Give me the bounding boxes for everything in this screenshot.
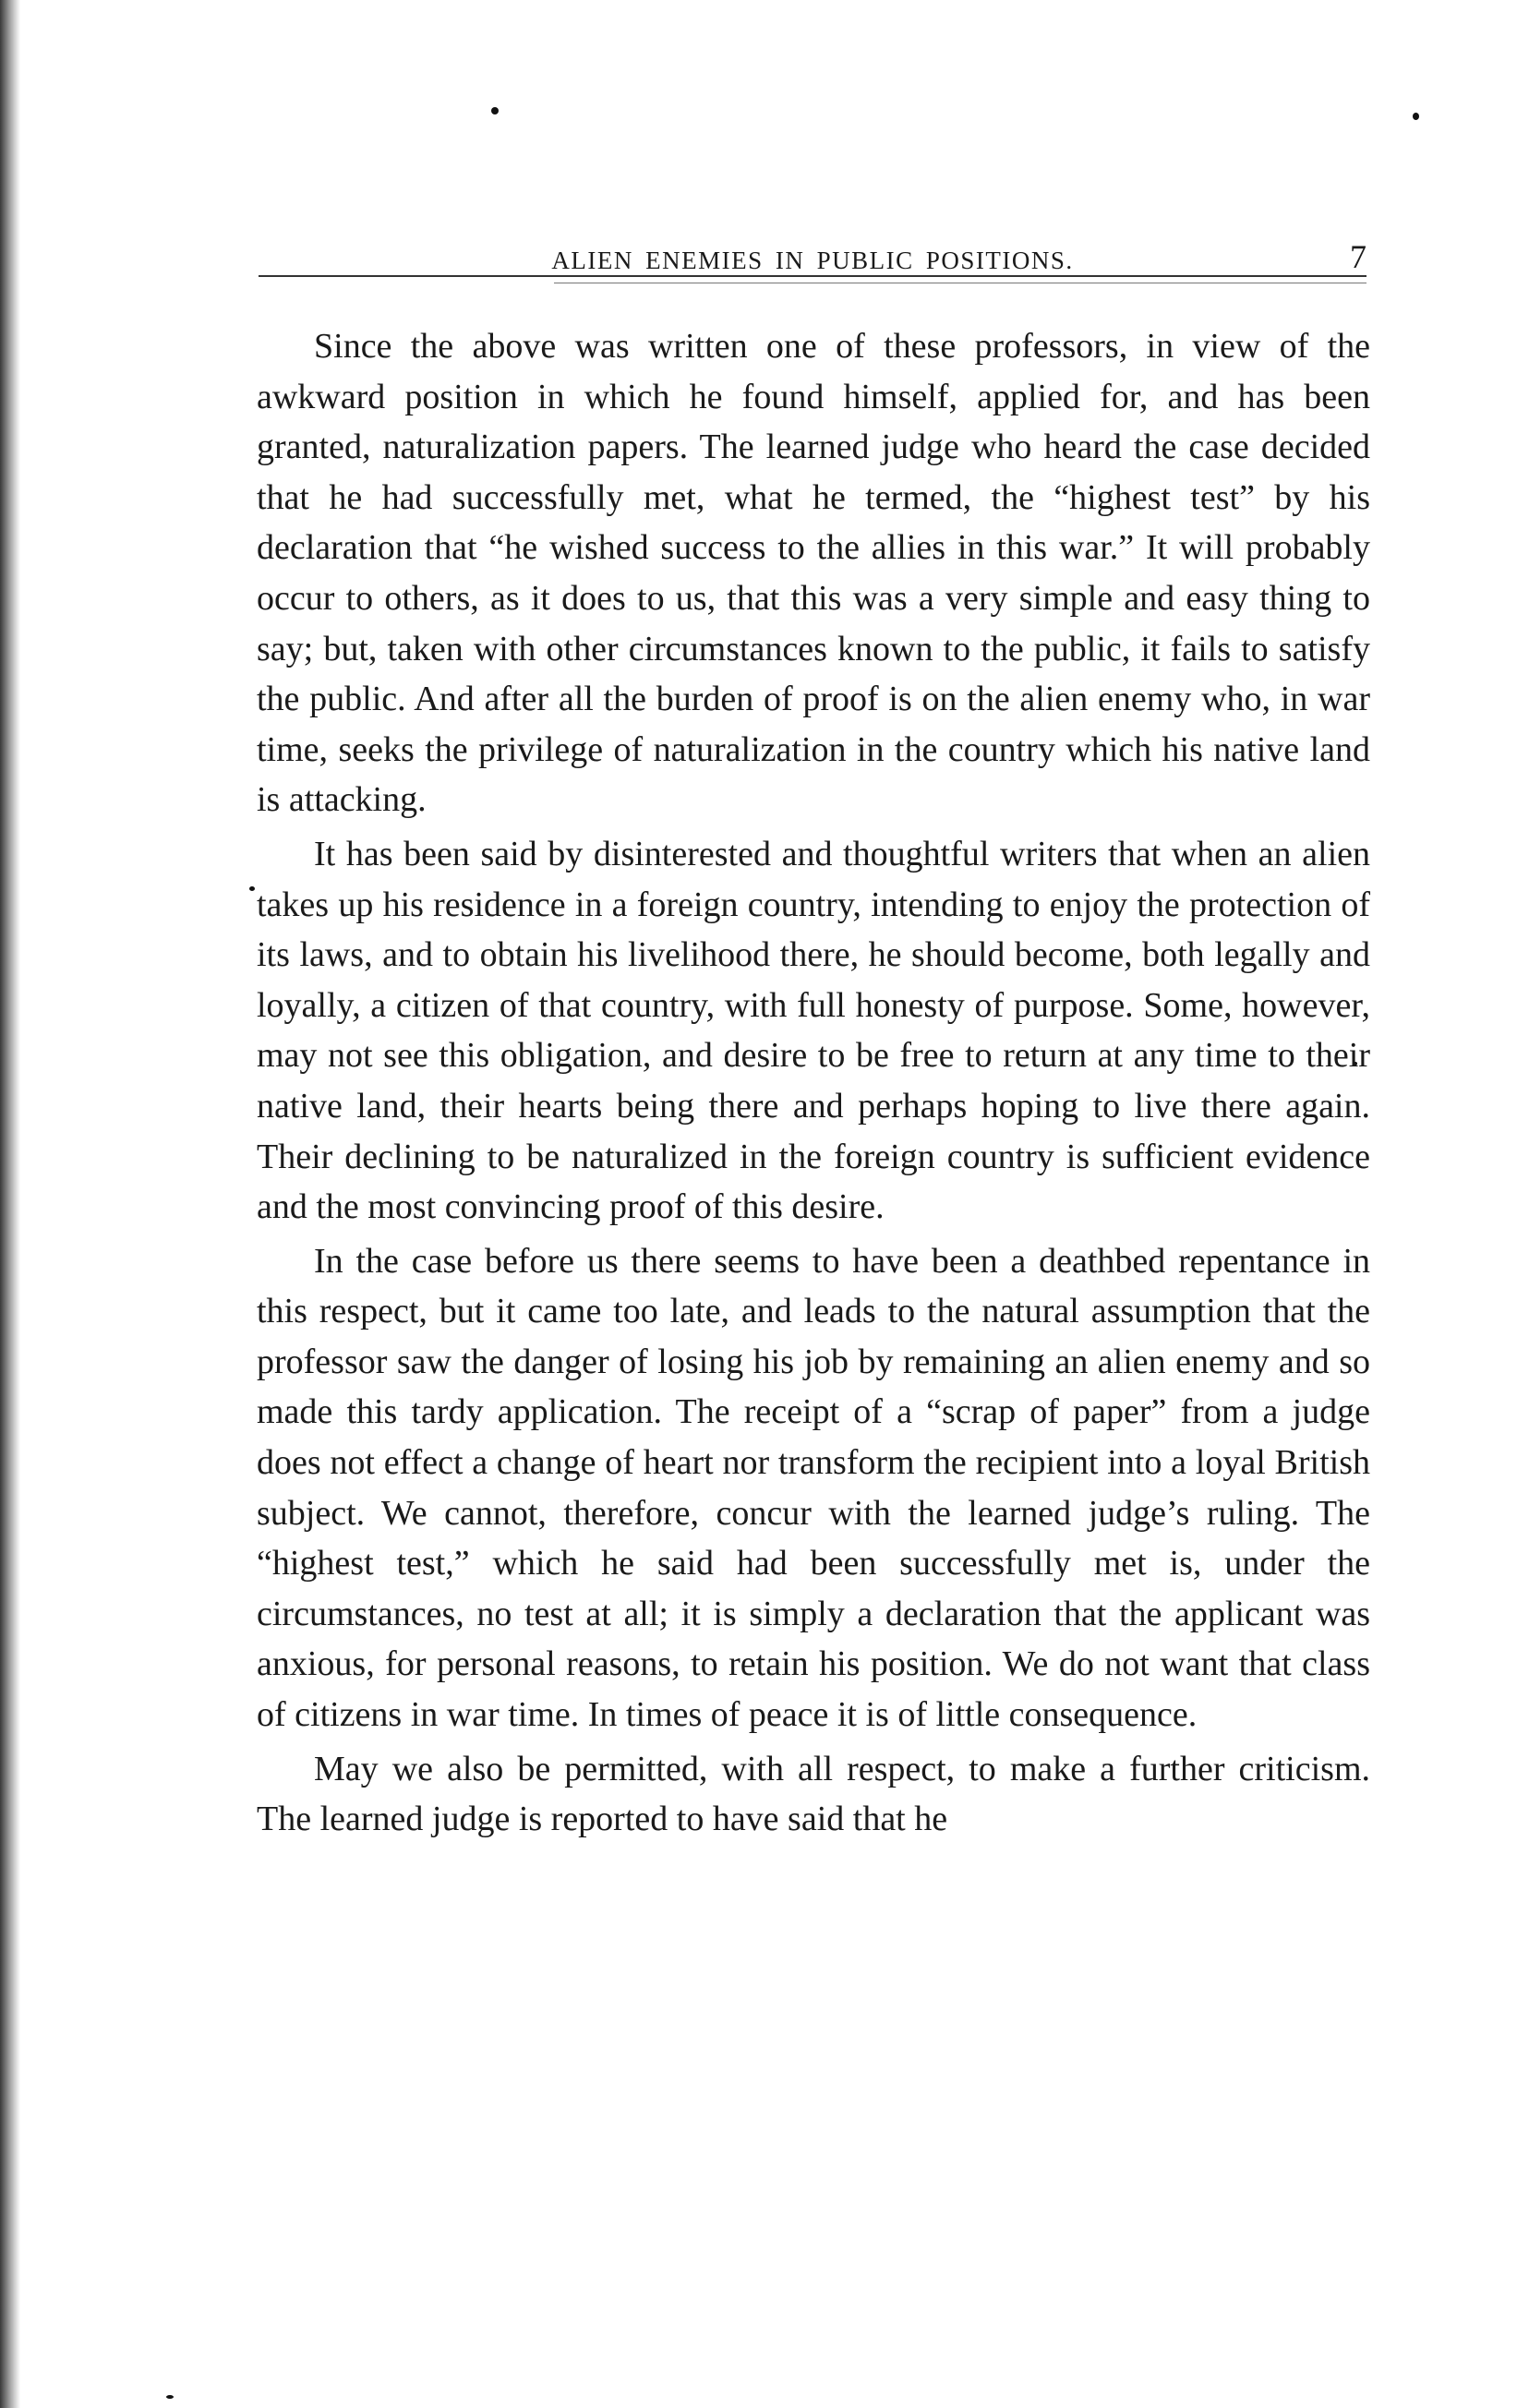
body-text xyxy=(257,321,1370,1848)
page-header xyxy=(259,238,1366,297)
page-binding-edge xyxy=(0,0,20,2408)
running-title: ALIEN ENEMIES IN PUBLIC POSITIONS. xyxy=(551,247,1074,274)
paragraph: In the case before us there seems to have been a deathbed repentance in this respect, but it came too late, and leads to the natural assumption that the professor saw the danger of losing his job by remaining an alien enemy and so made this tardy application. The receipt of a “scrap of paper” from a judge does not effect a change of heart nor transform the recipient into a loyal British subject. We cannot, therefore, concur with the learned judge’s ruling. The “highest test,” which he said had been successfully met is, under the circumstances, no test at all; it is simply a declaration that the applicant was anxious, for personal reasons, to retain his position. We do not want that class of citizens in war time. In times of peace it is of little consequence. xyxy=(257,1241,1370,1735)
paragraph: May we also be permitted, with all respect, to make a further criticism. The learned judge is reported to have said that he xyxy=(257,1749,1370,1839)
page-number: 7 xyxy=(1350,238,1366,275)
paragraph: Since the above was written one of these professors, in view of the awkward position in which he found himself, applied for, and has been granted, naturalization papers. The learned judge who heard the case decided that he had successfully met, what he termed, the “highest test” by his declaration that “he wished success to the allies in this war.” It will probably occur to others, as it does to us, that this was a very simple and easy thing to say; but, taken with other circumstances known to the public, it fails to satisfy the public. And after all the burden of proof is on the alien enemy who, in war time, seeks the privilege of naturalization in the country which his native land is attacking. xyxy=(257,327,1370,820)
paragraph: It has been said by disinterested and thoughtful writers that when an alien takes up his residence in a foreign country, intending to enjoy the protection of its laws, and to obtain his livelihood there, he should become, both legally and loyally, a citizen of that country, with full honesty of purpose. Some, however, may not see this obligation, and desire to be free to return at any time to their native land, their hearts being there and perhaps hoping to live there again. Their declining to be naturalized in the foreign country is sufficient evidence and the most convincing proof of this desire. xyxy=(257,834,1370,1227)
print-speck xyxy=(166,2395,174,2399)
print-speck xyxy=(249,886,255,891)
header-rule xyxy=(259,275,1366,277)
print-speck xyxy=(1413,113,1419,120)
print-speck xyxy=(491,107,499,114)
